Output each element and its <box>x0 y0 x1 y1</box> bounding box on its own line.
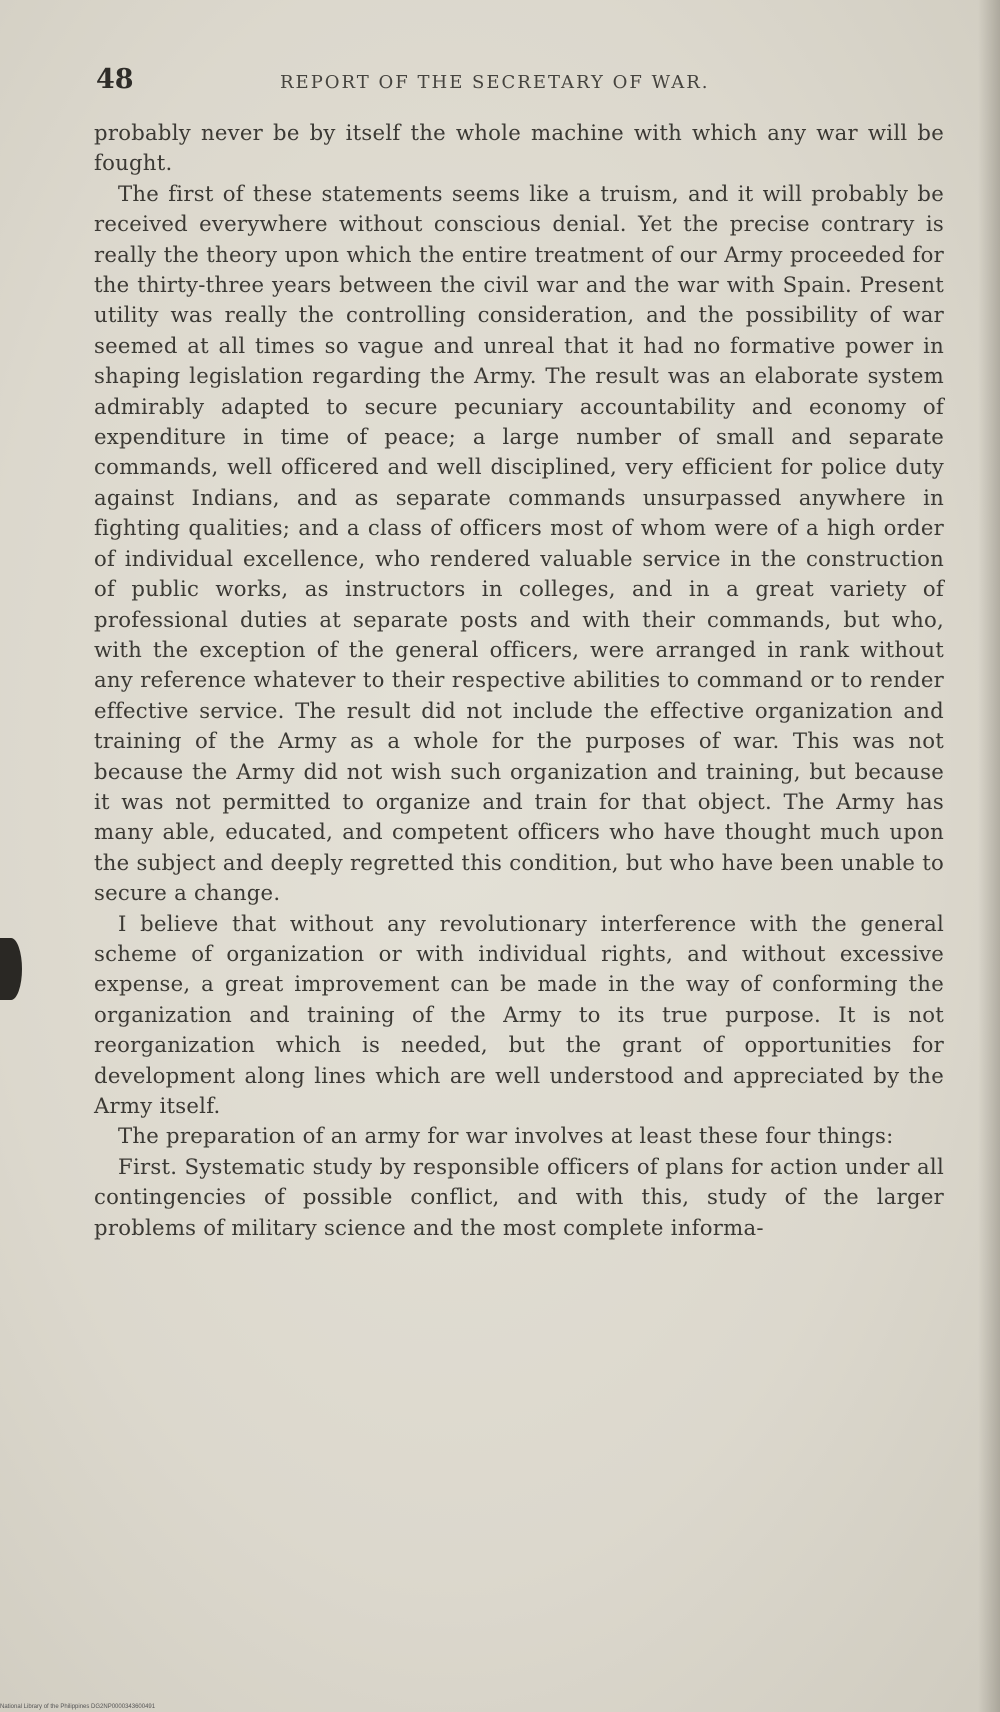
paragraph: First. Systematic study by responsible officers of plans for action under all contingencies of possible conflict, and with this, study of the larger problems of military science and the most complete informa- <box>94 1153 944 1240</box>
paragraph: I believe that without any revolutionary interference with the general scheme of organization or with individual rights, and without excessive expense, a great improvement can be made in the way of conforming the organization and training of the Army to its true purpose. It is not reorganization which is needed, but the grant of opportunities for development along lines which are well understood and appreciated by the Army itself. <box>94 910 944 1118</box>
footer-credit: National Library of the Philippines DG2NP0000343600491 <box>0 1704 156 1710</box>
page-edge-shadow <box>978 0 1000 1712</box>
running-title: REPORT OF THE SECRETARY OF WAR. <box>280 72 710 93</box>
paragraph: The preparation of an army for war involves at least these four things: <box>118 1123 894 1149</box>
page-number: 48 <box>96 64 134 95</box>
body-text <box>94 118 944 1243</box>
ink-blot <box>0 938 22 1000</box>
page-header <box>0 64 1000 104</box>
paragraph: The first of these statements seems like a truism, and it will probably be received everywhere without conscious denial. Yet the precise contrary is really the theory upon which the entire treatment of our Army proceeded for the thirty-three years between the civil war and the war with Spain. Present utility was really the controlling consideration, and the possibility of war seemed at all times so vague and unreal that it had no formative power in shaping legislation regarding the Army. The result was an elaborate system admirably adapted to secure pecuniary accountability and economy of expenditure in time of peace; a large number of small and separate commands, well officered and well disciplined, very efficient for police duty against Indians, and as separate commands unsurpassed anywhere in fighting qualities; and a class of officers most of whom were of a high order of individual excellence, who rendered valuable service in the construction of public works, as instructors in colleges, and in a great variety of professional duties at separate posts and with their commands, but who, with the exception of the general officers, were arranged in rank without any reference whatever to their respective abilities to command or to render effective service. The result did not include the effective organization and training of the Army as a whole for the purposes of war. This was not because the Army did not wish such organization and training, but because it was not permitted to organize and train for that object. The Army has many able, educated, and competent officers who have thought much upon the subject and deeply regretted this condition, but who have been unable to secure a change. <box>94 180 944 906</box>
paragraph-continuation: probably never be by itself the whole machine with which any war will be fought. <box>94 120 944 176</box>
